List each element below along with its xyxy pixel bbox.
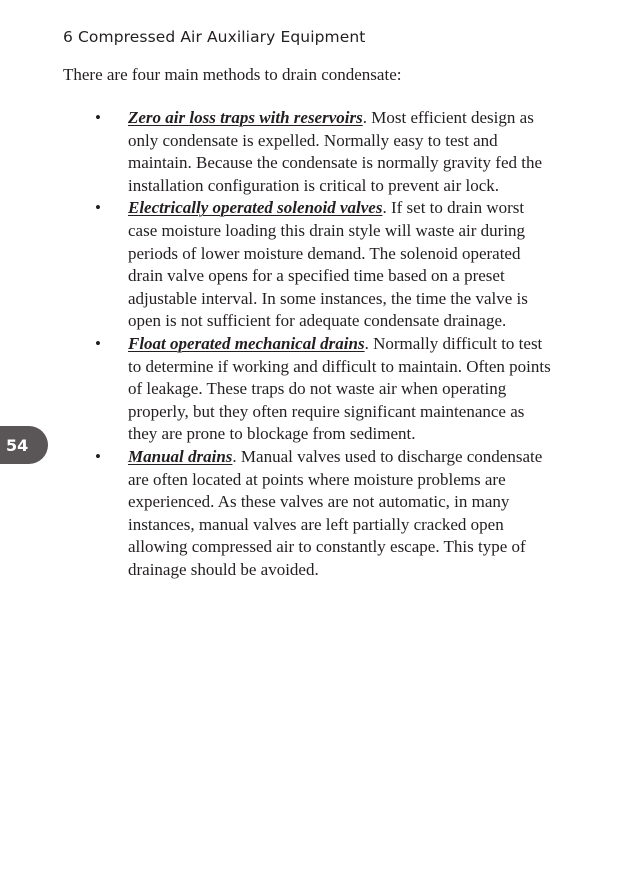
list-item-manual-drains (93, 446, 553, 582)
bullet-icon: • (95, 446, 101, 466)
list-item-zero-air-loss-traps (93, 107, 553, 197)
method-description: . If set to drain worst case moisture loading this drain style will waste air during periods of lower moisture demand. The solenoid operated drain valve opens for a specified time based on a preset adjustable interval. In some instances, the time the valve is open is not sufficient for adequate condensate drainage. (128, 198, 528, 331)
method-term: Manual drains (128, 446, 233, 466)
bullet-icon: • (95, 333, 101, 353)
running-head: 6 Compressed Air Auxiliary Equipment (63, 28, 366, 46)
bullet-icon: • (95, 198, 101, 218)
bullet-icon: • (95, 108, 101, 127)
drain-methods-list (93, 107, 553, 581)
list-item-float-drains (93, 333, 553, 446)
list-item-solenoid-valves (93, 197, 553, 333)
page-number-tab (0, 426, 48, 464)
method-description: . Normally difficult to test to determine if working and difficult to maintain. Often points of leakage. These traps do not waste air when operating properly, but they often require significant maintenance as they are prone to blockage from sediment. (128, 333, 551, 444)
method-description: . Most efficient design as only condensate is expelled. Normally easy to test and maintain. Because the condensate is normally gravity fed the installation configuration is critical to prevent air lock. (128, 108, 543, 195)
method-term: Electrically operated solenoid valves (128, 198, 383, 218)
method-description: . Manual valves used to discharge condensate are often located at points where moisture problems are experienced. As these valves are not automatic, in many instances, manual valves are left partially cracked open allowing compressed air to constantly escape. This type of drainage should be avoided. (128, 446, 543, 579)
page-number: 54 (6, 435, 29, 455)
method-term: Float operated mechanical drains (128, 333, 365, 353)
intro-paragraph: There are four main methods to drain condensate: (63, 65, 402, 84)
method-term: Zero air loss traps with reservoirs (128, 108, 363, 127)
